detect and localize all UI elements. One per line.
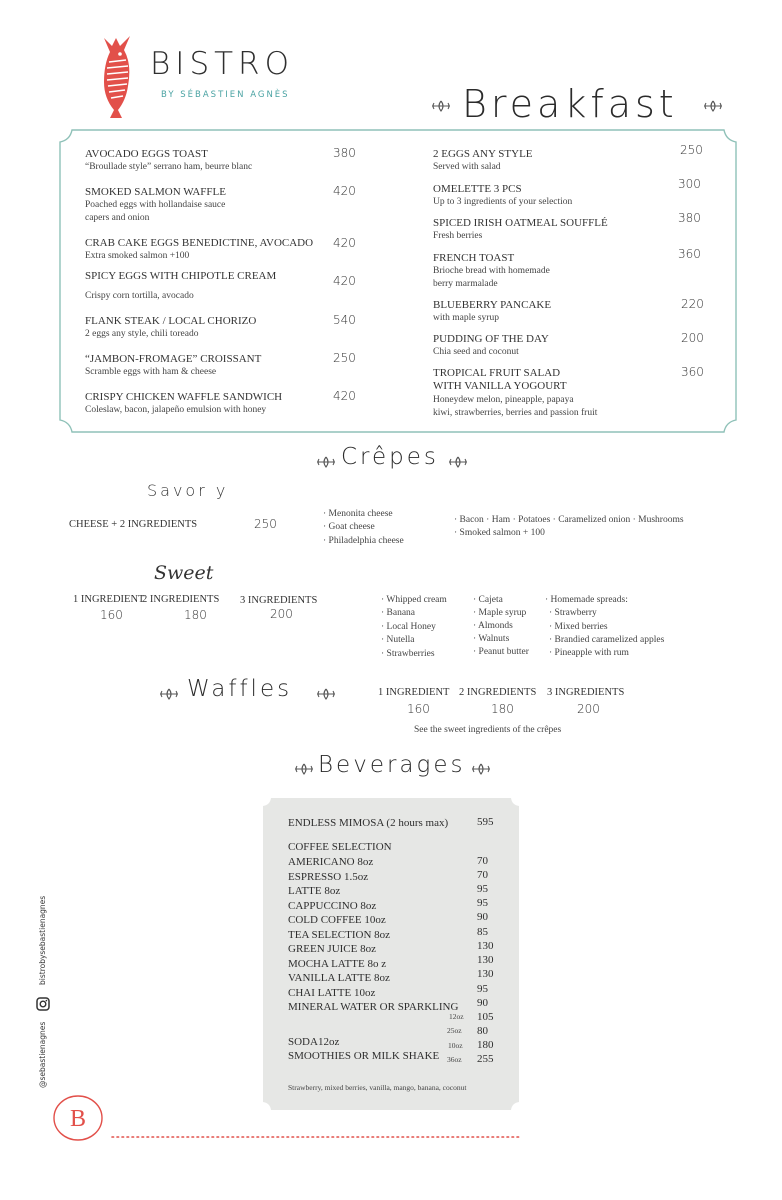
sweet-option-label: 2 INGREDIENTS [142, 594, 220, 605]
menu-item-price: 420 [333, 184, 356, 198]
savory-offer: CHEESE + 2 INGREDIENTS [69, 519, 198, 530]
menu-item-price: 360 [681, 365, 704, 379]
menu-item-price: 250 [333, 351, 356, 365]
sweet-ingredient: · Local Honey [381, 622, 436, 632]
menu-item-desc: with maple syrup [433, 313, 499, 323]
menu-item-price: 540 [333, 313, 356, 327]
menu-item-name: PUDDING OF THE DAY [433, 333, 549, 345]
menu-item-name: SPICED IRISH OATMEAL SOUFFLÉ [433, 217, 608, 229]
bistro-b-badge-icon [52, 1094, 104, 1142]
beverage-price: 90 [477, 911, 488, 923]
beverage-price: 90 [477, 997, 488, 1009]
size-label: 25oz [447, 1026, 462, 1035]
menu-item-desc: Served with salad [433, 162, 501, 172]
sweet-option-price: 180 [184, 608, 207, 622]
menu-item-name: CRISPY CHICKEN WAFFLE SANDWICH [85, 391, 283, 403]
beverage-price: 95 [477, 983, 488, 995]
menu-item-desc: Fresh berries [433, 231, 483, 241]
menu-item-price: 220 [681, 297, 704, 311]
menu-item-desc: kiwi, strawberries, berries and passion fruit [433, 408, 598, 418]
waffles-note: See the sweet ingredients of the crêpes [414, 725, 562, 735]
cheese-option: · Philadelphia cheese [323, 536, 404, 546]
flourish-right-icon [702, 99, 724, 113]
menu-item-desc: Up to 3 ingredients of your selection [433, 197, 573, 207]
menu-item-name-line2: WITH VANILLA YOGOURT [433, 380, 567, 392]
sweet-ingredient: · Almonds [473, 621, 513, 631]
waffle-option-label: 1 INGREDIENT [378, 687, 450, 698]
menu-item-price: 250 [680, 143, 703, 157]
cheese-option: · Menonita cheese [323, 509, 393, 519]
beverage-price: 105 [477, 1011, 494, 1023]
sweet-ingredient: · Whipped cream [381, 595, 447, 605]
menu-item-price: 200 [681, 331, 704, 345]
menu-item-name: “JAMBON-FROMAGE” CROISSANT [85, 353, 262, 365]
flourish-left-icon [315, 455, 337, 469]
sweet-label: Sweet [154, 562, 214, 584]
menu-item-desc: Honeydew melon, pineapple, papaya [433, 395, 574, 405]
menu-item-price: 300 [678, 177, 701, 191]
menu-item-desc: Chia seed and coconut [433, 347, 519, 357]
menu-item-price: 380 [678, 211, 701, 225]
savory-label: Savor y [147, 481, 229, 500]
sweet-option-price: 160 [100, 608, 123, 622]
beverage-price: 95 [477, 897, 488, 909]
savory-ingredients: · Smoked salmon + 100 [454, 528, 545, 538]
menu-item-desc: “Broullade style” serrano ham, beurre blanc [85, 162, 253, 172]
brand-name: BISTRO [150, 46, 294, 82]
sweet-ingredient: · Brandied caramelized apples [549, 635, 665, 645]
menu-item-desc: capers and onion [85, 213, 150, 223]
size-label: 12oz [449, 1012, 464, 1021]
waffle-option-price: 200 [577, 702, 600, 716]
beverage-name: SODA12oz [288, 1036, 340, 1048]
beverage-name: CHAI LATTE 10oz [288, 987, 376, 999]
beverage-section-header: COFFEE SELECTION [288, 841, 392, 853]
beverage-name: CAPPUCCINO 8oz [288, 900, 377, 912]
menu-item-name: FLANK STEAK / LOCAL CHORIZO [85, 315, 257, 327]
sweet-ingredient: · Cajeta [473, 595, 503, 605]
flourish-left-icon [293, 762, 315, 776]
waffle-option-label: 2 INGREDIENTS [459, 687, 537, 698]
size-label: 36oz [447, 1055, 462, 1064]
menu-item-desc: Brioche bread with homemade [433, 266, 550, 276]
waffle-option-price: 180 [491, 702, 514, 716]
beverage-name: TEA SELECTION 8oz [288, 929, 391, 941]
menu-item-name: SMOKED SALMON WAFFLE [85, 186, 226, 198]
beverage-price: 130 [477, 940, 494, 952]
sweet-ingredient: · Peanut butter [473, 647, 529, 657]
beverage-price: 130 [477, 968, 494, 980]
savory-price: 250 [254, 517, 277, 531]
flourish-left-icon [430, 99, 452, 113]
beverage-name: COLD COFFEE 10oz [288, 914, 386, 926]
menu-item-desc: Extra smoked salmon +100 [85, 251, 190, 261]
beverage-price: 180 [477, 1039, 494, 1051]
beverage-price: 80 [477, 1025, 488, 1037]
menu-item-name: TROPICAL FRUIT SALAD [433, 367, 561, 379]
beverage-name: ENDLESS MIMOSA (2 hours max) [288, 817, 449, 829]
badge-letter: B [69, 1106, 87, 1132]
sweet-ingredient: · Strawberry [549, 608, 597, 618]
sweet-ingredient: · Nutella [381, 635, 415, 645]
beverage-name: MINERAL WATER OR SPARKLING [288, 1001, 459, 1013]
beverage-price: 595 [477, 816, 494, 828]
menu-item-name: CRAB CAKE EGGS BENEDICTINE, AVOCADO [85, 237, 314, 249]
menu-item-desc: Crispy corn tortilla, avocado [85, 291, 194, 301]
instagram-icon [36, 997, 50, 1011]
menu-item-desc: Scramble eggs with ham & cheese [85, 367, 217, 377]
beverage-price: 95 [477, 883, 488, 895]
breakfast-title: Breakfast [462, 82, 678, 126]
beverage-price: 70 [477, 855, 488, 867]
beverage-price: 255 [477, 1053, 494, 1065]
menu-item-name: BLUEBERRY PANCAKE [433, 299, 552, 311]
flourish-left-icon [158, 687, 180, 701]
menu-item-name: SPICY EGGS WITH CHIPOTLE CREAM [85, 270, 277, 282]
beverage-price: 85 [477, 926, 488, 938]
beverage-price: 70 [477, 869, 488, 881]
beverage-price: 130 [477, 954, 494, 966]
menu-item-price: 360 [678, 247, 701, 261]
sweet-ingredient: · Pineapple with rum [549, 648, 629, 658]
beverage-name: AMERICANO 8oz [288, 856, 374, 868]
flourish-right-icon [470, 762, 492, 776]
menu-item-desc: Coleslaw, bacon, jalapeño emulsion with honey [85, 405, 267, 415]
flourish-right-icon [447, 455, 469, 469]
website-handle: bistrobysebastienagnes [38, 895, 47, 985]
flourish-right-icon [315, 687, 337, 701]
beverage-name: LATTE 8oz [288, 885, 341, 897]
menu-item-name: 2 EGGS ANY STYLE [433, 148, 533, 160]
instagram-handle: @sebastienagnes [38, 1021, 47, 1088]
cheese-option: · Goat cheese [323, 522, 375, 532]
sweet-ingredient: · Maple syrup [473, 608, 527, 618]
menu-item-name: FRENCH TOAST [433, 252, 515, 264]
beverage-name: ESPRESSO 1.5oz [288, 871, 369, 883]
size-label: 10oz [448, 1041, 463, 1050]
menu-item-name: OMELETTE 3 PCS [433, 183, 522, 195]
beverages-title: Beverages [318, 752, 466, 778]
fish-logo-icon [98, 34, 136, 118]
beverage-name: GREEN JUICE 8oz [288, 943, 376, 955]
menu-item-price: 420 [333, 236, 356, 250]
sweet-ingredient: · Mixed berries [549, 622, 608, 632]
beverage-name: VANILLA LATTE 8oz [288, 972, 390, 984]
sweet-ingredient: · Strawberries [381, 649, 435, 659]
menu-item-price: 420 [333, 389, 356, 403]
smoothie-flavors: Strawberry, mixed berries, vanilla, mango, banana, coconut [288, 1083, 467, 1092]
menu-item-name: AVOCADO EGGS TOAST [85, 148, 208, 160]
crepes-title: Crêpes [341, 444, 439, 470]
menu-item-price: 420 [333, 274, 356, 288]
sweet-ingredient: · Homemade spreads: [545, 595, 628, 605]
sweet-option-label: 3 INGREDIENTS [240, 595, 318, 606]
waffle-option-label: 3 INGREDIENTS [547, 687, 625, 698]
waffle-option-price: 160 [407, 702, 430, 716]
beverage-name: MOCHA LATTE 8o z [288, 958, 387, 970]
menu-item-desc: 2 eggs any style, chili toreado [85, 329, 199, 339]
dotted-line [111, 1134, 521, 1140]
sweet-option-price: 200 [270, 607, 293, 621]
brand-subtitle: BY SÉBASTIEN AGNÈS [161, 90, 290, 100]
waffles-title: Waffles [187, 676, 293, 702]
menu-item-price: 380 [333, 146, 356, 160]
sweet-option-label: 1 INGREDIENT [73, 594, 145, 605]
menu-item-desc: Poached eggs with hollandaise sauce [85, 200, 226, 210]
sweet-ingredient: · Walnuts [473, 634, 510, 644]
menu-item-desc: berry marmalade [433, 279, 498, 289]
sweet-ingredient: · Banana [381, 608, 416, 618]
beverage-name: SMOOTHIES OR MILK SHAKE [288, 1050, 440, 1062]
savory-ingredients: · Bacon · Ham · Potatoes · Caramelized onion · Mushrooms [454, 515, 684, 525]
